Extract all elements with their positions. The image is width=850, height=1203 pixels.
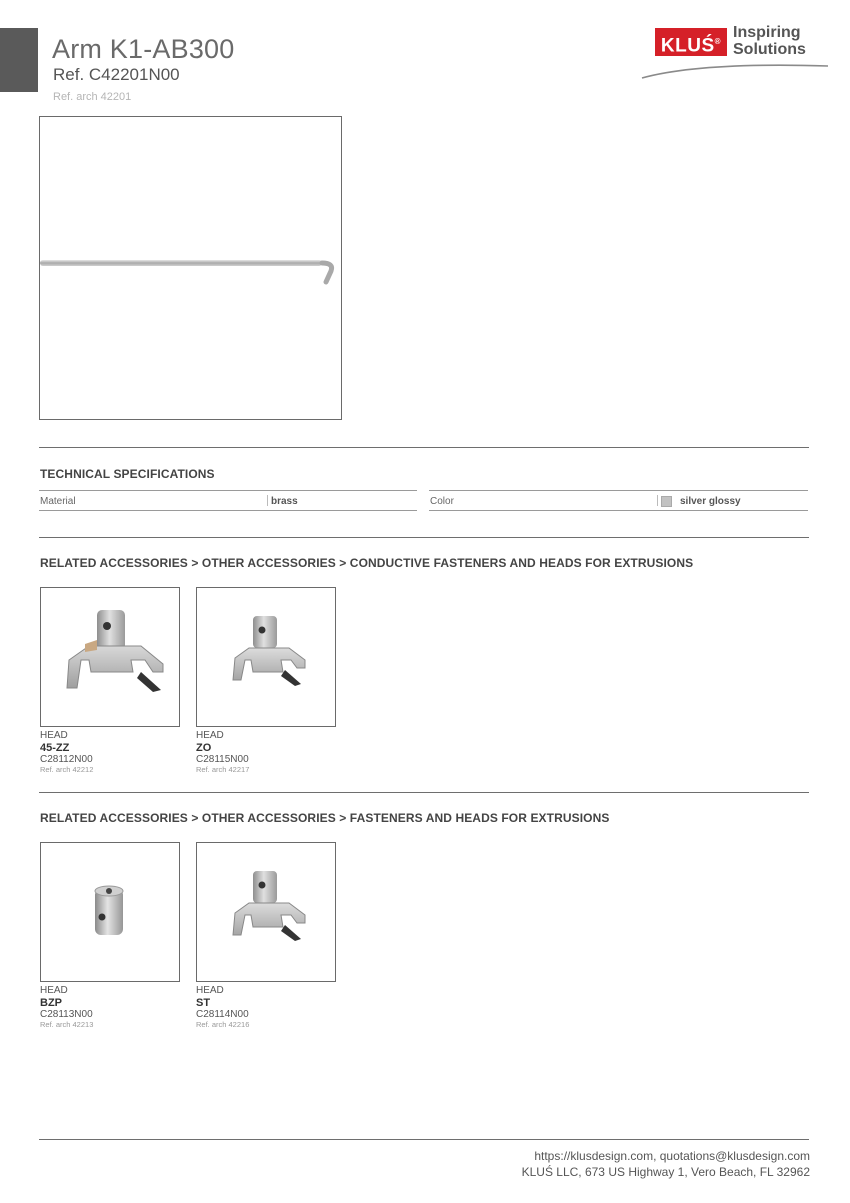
logo-tagline-1: Inspiring bbox=[733, 24, 801, 41]
logo-brand-box bbox=[655, 28, 727, 56]
footer-divider bbox=[39, 1139, 809, 1140]
accessory-type: HEAD bbox=[196, 985, 224, 996]
product-ref-arch: Ref. arch 42201 bbox=[53, 91, 132, 103]
accessory-ref: C28114N00 bbox=[196, 1009, 249, 1020]
accessory-code: BZP bbox=[40, 997, 62, 1009]
spec-bottom-line bbox=[39, 510, 417, 511]
spec-bottom-line bbox=[429, 510, 808, 511]
product-ref: Ref. C42201N00 bbox=[53, 65, 180, 84]
section-heading: RELATED ACCESSORIES > OTHER ACCESSORIES > CONDUCTIVE FASTENERS AND HEADS FOR EXTRUSIONS bbox=[40, 556, 694, 570]
accessory-image bbox=[196, 587, 336, 727]
color-value: silver glossy bbox=[680, 496, 741, 507]
product-title: Arm K1-AB300 bbox=[52, 34, 235, 64]
accessory-ref: C28113N00 bbox=[40, 1009, 93, 1020]
accessory-ref: C28112N00 bbox=[40, 754, 93, 765]
accessory-type: HEAD bbox=[196, 730, 224, 741]
accessory-image bbox=[40, 587, 180, 727]
accessory-ref: C28115N00 bbox=[196, 754, 249, 765]
accessory-card[interactable] bbox=[196, 587, 336, 774]
logo-reg: ® bbox=[714, 37, 722, 46]
accessory-ref-arch: Ref. arch 42216 bbox=[196, 1020, 250, 1029]
divider bbox=[39, 537, 809, 538]
logo-swoosh-icon bbox=[640, 54, 830, 82]
accessory-ref-arch: Ref. arch 42217 bbox=[196, 765, 250, 774]
kluś-logo bbox=[640, 24, 830, 84]
logo-tagline bbox=[733, 24, 806, 58]
head-45zz-icon bbox=[41, 588, 179, 726]
footer bbox=[522, 1148, 810, 1180]
accessory-card[interactable] bbox=[40, 842, 180, 1029]
head-bzp-icon bbox=[41, 843, 179, 981]
accessory-ref-arch: Ref. arch 42213 bbox=[40, 1020, 94, 1029]
accessory-code: ST bbox=[196, 997, 211, 1009]
section-heading: RELATED ACCESSORIES > OTHER ACCESSORIES > FASTENERS AND HEADS FOR EXTRUSIONS bbox=[40, 811, 610, 825]
material-value: brass bbox=[271, 496, 298, 507]
accessory-image bbox=[196, 842, 336, 982]
product-image bbox=[39, 116, 342, 420]
divider bbox=[39, 792, 809, 793]
corner-tab bbox=[0, 28, 38, 92]
head-st-icon bbox=[197, 843, 335, 981]
specs-heading: TECHNICAL SPECIFICATIONS bbox=[40, 467, 215, 481]
accessory-ref-arch: Ref. arch 42212 bbox=[40, 765, 94, 774]
accessory-card[interactable] bbox=[40, 587, 180, 774]
accessory-type: HEAD bbox=[40, 730, 68, 741]
accessory-code: ZO bbox=[196, 742, 212, 754]
logo-tagline-2: Solutions bbox=[733, 41, 806, 58]
color-swatch bbox=[661, 496, 672, 507]
spec-top-line bbox=[429, 490, 808, 491]
footer-address: KLUŚ LLC, 673 US Highway 1, Vero Beach, FL 32962 bbox=[521, 1165, 810, 1179]
material-label: Material bbox=[40, 496, 76, 507]
spec-top-line bbox=[39, 490, 417, 491]
accessory-image bbox=[40, 842, 180, 982]
divider bbox=[39, 447, 809, 448]
spec-divider bbox=[267, 495, 268, 506]
footer-contact[interactable]: https://klusdesign.com, quotations@klusdesign.com bbox=[534, 1149, 810, 1163]
arm-rod-icon bbox=[40, 117, 341, 419]
logo-brand: KLUŚ bbox=[660, 35, 715, 57]
accessory-code: 45-ZZ bbox=[40, 742, 70, 754]
head-zo-icon bbox=[197, 588, 335, 726]
accessory-type: HEAD bbox=[40, 985, 68, 996]
spec-divider bbox=[657, 495, 658, 506]
accessory-card[interactable] bbox=[196, 842, 336, 1029]
color-label: Color bbox=[430, 496, 454, 507]
